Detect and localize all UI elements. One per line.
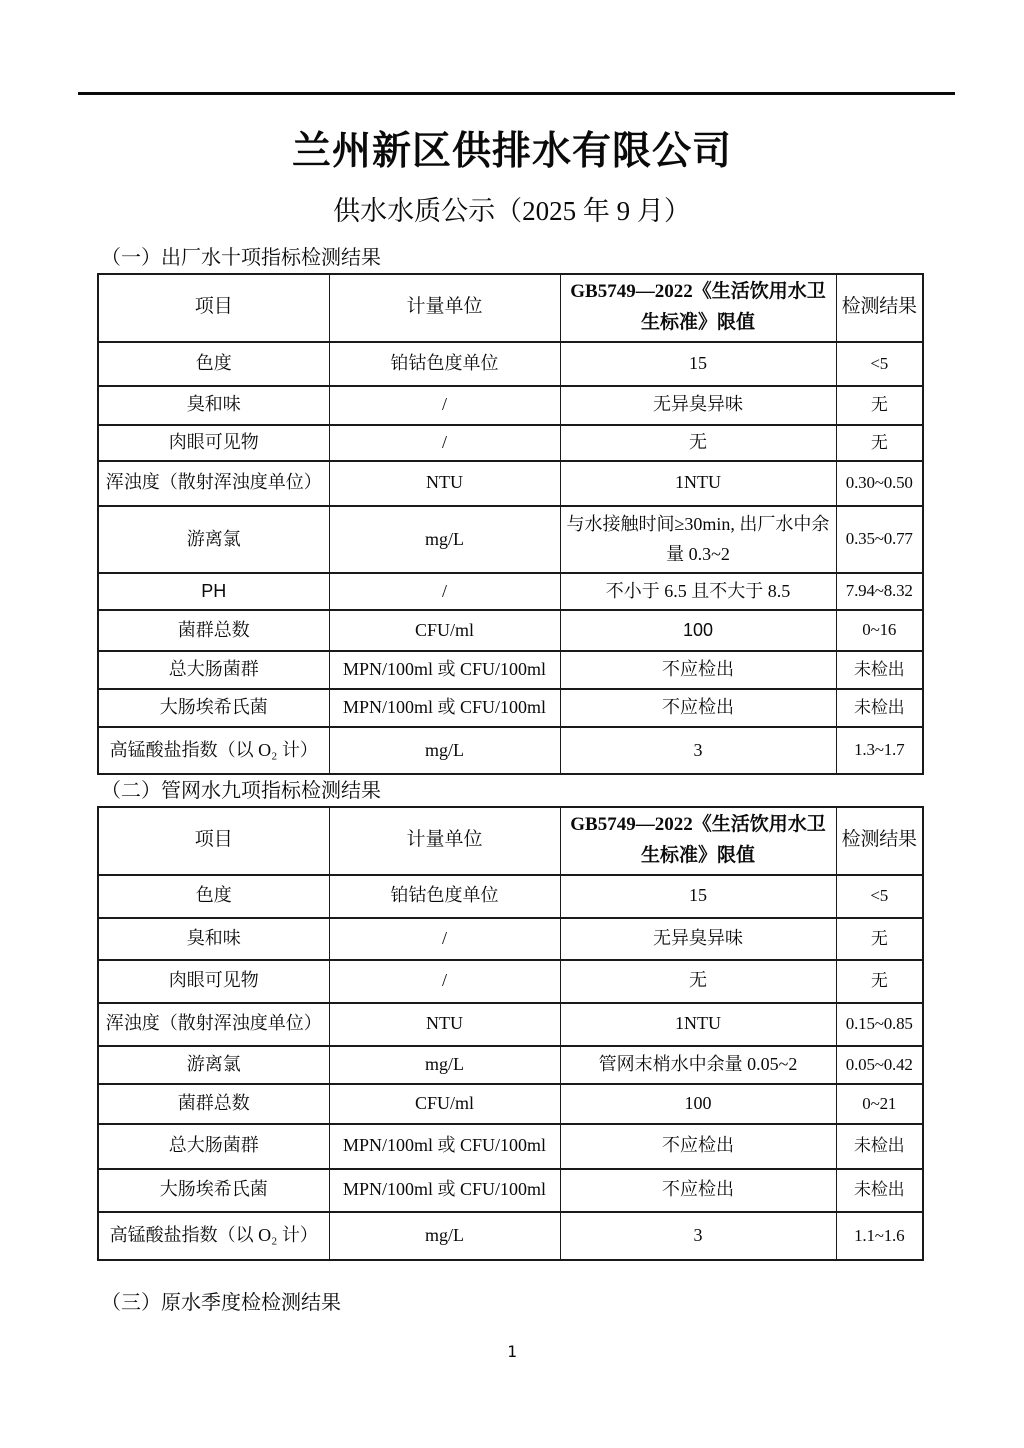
cell-item: 菌群总数 xyxy=(98,1084,329,1124)
cell-result: 未检出 xyxy=(836,1124,923,1169)
table-row xyxy=(98,1212,923,1260)
cell-unit: mg/L xyxy=(329,1046,560,1084)
cell-limit: 1NTU xyxy=(560,461,836,506)
cell-result: 0.05~0.42 xyxy=(836,1046,923,1084)
cell-unit: MPN/100ml 或 CFU/100ml xyxy=(329,651,560,689)
cell-item: 高锰酸盐指数（以 O₂ 计） xyxy=(98,727,329,774)
cell-limit: 3 xyxy=(560,1212,836,1260)
cell-limit: 不应检出 xyxy=(560,1124,836,1169)
section-3-heading: （三）原水季度检检测结果 xyxy=(101,1292,341,1314)
cell-unit: MPN/100ml 或 CFU/100ml xyxy=(329,1124,560,1169)
cell-item: 臭和味 xyxy=(98,386,329,425)
column-header-unit: 计量单位 xyxy=(329,807,560,875)
cell-limit: 与水接触时间≥30min, 出厂水中余量 0.3~2 xyxy=(560,506,836,573)
cell-result: 无 xyxy=(836,386,923,425)
table-row xyxy=(98,461,923,506)
report-subtitle: 供水水质公示（2025 年 9 月） xyxy=(333,196,691,226)
table-row xyxy=(98,342,923,386)
cell-result: 无 xyxy=(836,960,923,1003)
cell-unit: NTU xyxy=(329,461,560,506)
cell-item: 色度 xyxy=(98,875,329,918)
cell-result: 0.15~0.85 xyxy=(836,1003,923,1046)
column-header-result: 检测结果 xyxy=(836,807,923,875)
cell-item: 浑浊度（散射浑浊度单位） xyxy=(98,1003,329,1046)
pipe-network-water-table xyxy=(97,806,924,1261)
standard-name: 《生活饮用水卫生标准》限值 xyxy=(640,814,826,866)
cell-limit: 1NTU xyxy=(560,1003,836,1046)
cell-item: 大肠埃希氏菌 xyxy=(98,1169,329,1212)
cell-item: 大肠埃希氏菌 xyxy=(98,689,329,727)
cell-limit: 管网末梢水中余量 0.05~2 xyxy=(560,1046,836,1084)
table-header-row xyxy=(98,807,923,875)
cell-result: 未检出 xyxy=(836,1169,923,1212)
standard-code: GB5749—2022 xyxy=(570,814,693,835)
table-row xyxy=(98,1169,923,1212)
cell-limit: 15 xyxy=(560,875,836,918)
cell-result: 0.30~0.50 xyxy=(836,461,923,506)
cell-result: 1.3~1.7 xyxy=(836,727,923,774)
cell-unit: / xyxy=(329,425,560,461)
cell-unit: MPN/100ml 或 CFU/100ml xyxy=(329,689,560,727)
cell-limit: 不应检出 xyxy=(560,651,836,689)
cell-item: 肉眼可见物 xyxy=(98,425,329,461)
table-row xyxy=(98,918,923,960)
cell-item: 游离氯 xyxy=(98,506,329,573)
cell-result: 未检出 xyxy=(836,651,923,689)
cell-limit: 100 xyxy=(560,610,836,651)
cell-unit: 铂钴色度单位 xyxy=(329,875,560,918)
table-row xyxy=(98,573,923,610)
table-row xyxy=(98,960,923,1003)
cell-item: 色度 xyxy=(98,342,329,386)
column-header-item: 项目 xyxy=(98,807,329,875)
cell-limit: 无 xyxy=(560,425,836,461)
column-header-limit xyxy=(560,807,836,875)
cell-result: 无 xyxy=(836,918,923,960)
table-row xyxy=(98,1003,923,1046)
cell-result: 0.35~0.77 xyxy=(836,506,923,573)
cell-item: 臭和味 xyxy=(98,918,329,960)
cell-unit: CFU/ml xyxy=(329,610,560,651)
cell-unit: mg/L xyxy=(329,1212,560,1260)
cell-unit: / xyxy=(329,573,560,610)
cell-item: 游离氯 xyxy=(98,1046,329,1084)
header-divider-line xyxy=(78,92,955,95)
table-row xyxy=(98,689,923,727)
cell-result: <5 xyxy=(836,342,923,386)
cell-unit: / xyxy=(329,386,560,425)
cell-item: 总大肠菌群 xyxy=(98,651,329,689)
cell-unit: / xyxy=(329,960,560,1003)
table-row xyxy=(98,727,923,774)
cell-result: <5 xyxy=(836,875,923,918)
cell-item: 浑浊度（散射浑浊度单位） xyxy=(98,461,329,506)
cell-unit: MPN/100ml 或 CFU/100ml xyxy=(329,1169,560,1212)
cell-item: 菌群总数 xyxy=(98,610,329,651)
cell-limit: 100 xyxy=(560,1084,836,1124)
table-row xyxy=(98,425,923,461)
cell-unit: 铂钴色度单位 xyxy=(329,342,560,386)
cell-item: 总大肠菌群 xyxy=(98,1124,329,1169)
standard-code: GB5749—2022 xyxy=(570,281,693,302)
cell-unit: / xyxy=(329,918,560,960)
cell-unit: NTU xyxy=(329,1003,560,1046)
cell-unit: mg/L xyxy=(329,727,560,774)
cell-result: 未检出 xyxy=(836,689,923,727)
column-header-result: 检测结果 xyxy=(836,274,923,342)
cell-limit: 不应检出 xyxy=(560,1169,836,1212)
table-row xyxy=(98,506,923,573)
table-row xyxy=(98,1046,923,1084)
cell-limit: 无异臭异味 xyxy=(560,918,836,960)
factory-water-table xyxy=(97,273,924,775)
cell-limit: 无异臭异味 xyxy=(560,386,836,425)
table-row xyxy=(98,875,923,918)
cell-limit: 不小于 6.5 且不大于 8.5 xyxy=(560,573,836,610)
table-row xyxy=(98,386,923,425)
cell-result: 7.94~8.32 xyxy=(836,573,923,610)
section-1-heading: （一）出厂水十项指标检测结果 xyxy=(101,247,381,269)
cell-result: 0~16 xyxy=(836,610,923,651)
standard-name: 《生活饮用水卫生标准》限值 xyxy=(640,281,826,333)
cell-limit: 不应检出 xyxy=(560,689,836,727)
cell-result: 0~21 xyxy=(836,1084,923,1124)
cell-item: 肉眼可见物 xyxy=(98,960,329,1003)
cell-item: 高锰酸盐指数（以 O₂ 计） xyxy=(98,1212,329,1260)
column-header-item: 项目 xyxy=(98,274,329,342)
cell-unit: mg/L xyxy=(329,506,560,573)
company-title: 兰州新区供排水有限公司 xyxy=(291,130,732,173)
cell-limit: 无 xyxy=(560,960,836,1003)
cell-limit: 3 xyxy=(560,727,836,774)
section-2-heading: （二）管网水九项指标检测结果 xyxy=(101,780,381,802)
table-row xyxy=(98,1124,923,1169)
cell-item: PH xyxy=(98,573,329,610)
page-number: 1 xyxy=(507,1342,517,1361)
cell-limit: 15 xyxy=(560,342,836,386)
table-header-row xyxy=(98,274,923,342)
cell-result: 1.1~1.6 xyxy=(836,1212,923,1260)
table-row xyxy=(98,651,923,689)
table-row xyxy=(98,610,923,651)
table-row xyxy=(98,1084,923,1124)
column-header-limit xyxy=(560,274,836,342)
cell-unit: CFU/ml xyxy=(329,1084,560,1124)
cell-result: 无 xyxy=(836,425,923,461)
column-header-unit: 计量单位 xyxy=(329,274,560,342)
